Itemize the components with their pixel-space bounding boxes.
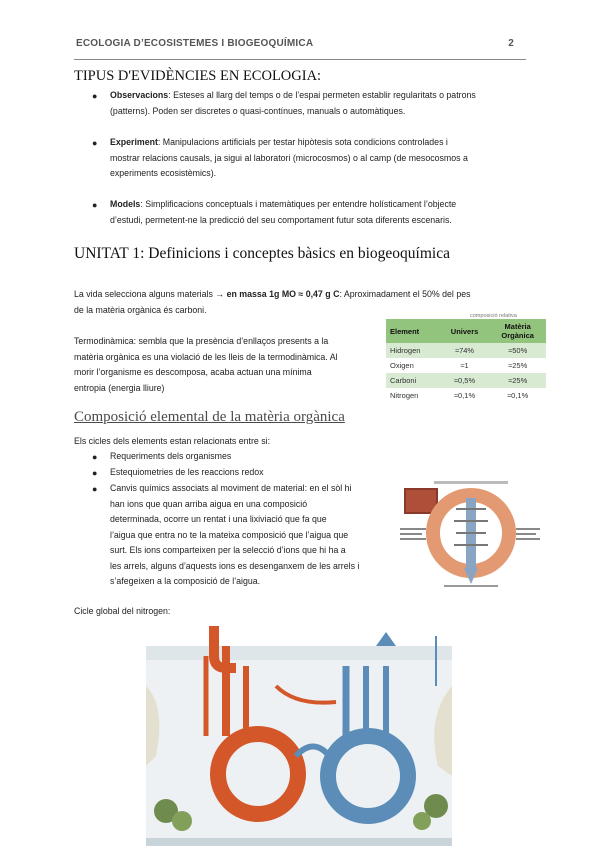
table-header-row	[386, 319, 546, 343]
cell-organica: ≈25%	[489, 358, 546, 373]
cell-univers: ≈1	[440, 358, 490, 373]
observacions-line-2: (patterns). Poden ser discretes o quasi-contínues, manuals o automàtiques.	[110, 105, 406, 116]
canvis-line-6: les arrels, alguns d’aquests ions es desenganxem de les arrels i	[110, 560, 360, 571]
table-row	[386, 388, 546, 403]
experiment-item	[110, 135, 528, 182]
experiment-line-2: mostrar relacions causals, ja sigui al laboratori (microcosmos) o al camp (de mesocosmos a	[110, 152, 468, 163]
table-row	[386, 373, 546, 388]
canvis-line-7: s’afegeixen a la composició de l’aigua.	[110, 576, 261, 586]
col-materia-line-1: Matèria	[504, 322, 531, 331]
col-materia-organica	[489, 319, 546, 343]
cell-univers: ≈0,5%	[440, 373, 490, 388]
canvis-line-2: han ions que quan arriba aigua en una composició	[110, 498, 308, 509]
unit-heading: UNITAT 1: Definicions i conceptes bàsics en biogeoquímica	[74, 245, 450, 262]
page-number: 2	[508, 38, 514, 49]
intro-line-2: de la matèria orgànica és carboni.	[74, 304, 207, 315]
cell-element: Nitrogen	[386, 388, 440, 403]
bullet-dot: ●	[92, 91, 98, 101]
canvis-line-3: determinada, ocorre un rentat i una lixiviació que fa que	[110, 514, 327, 524]
evidence-heading: TIPUS D'EVIDÈNCIES EN ECOLOGIA:	[74, 68, 322, 84]
col-materia-line-2: Orgànica	[501, 331, 534, 340]
cell-element: Oxigen	[386, 358, 440, 373]
observacions-line-1: : Esteses al llarg del temps o de l’espai permeten establir regularitats o patrons	[168, 90, 476, 100]
bullet-dot: ●	[92, 200, 98, 210]
term-experiment: Experiment	[110, 137, 158, 147]
composition-intro: Els cicles dels elements estan relacionats entre si:	[74, 436, 271, 446]
cell-organica: ≈50%	[489, 343, 546, 358]
col-univers: Univers	[440, 319, 490, 343]
bullet-dot: ●	[92, 484, 98, 494]
table-caption: composició relativa	[470, 313, 517, 319]
bullet-dot: ●	[92, 138, 98, 148]
cell-univers: ≈74%	[440, 343, 490, 358]
canvis-paragraph	[110, 481, 390, 590]
cell-univers: ≈0,1%	[440, 388, 490, 403]
table-row	[386, 343, 546, 358]
header-rule	[74, 59, 526, 60]
experiment-line-1: : Manipulacions artificials per testar hipòtesis sota condicions controlades i	[157, 137, 448, 147]
nitrogen-label: Cicle global del nitrogen:	[74, 606, 171, 616]
intro-part-a: La vida selecciona alguns materials →	[74, 289, 227, 299]
thermo-line-4: entropia (energia lliure)	[74, 382, 165, 393]
thermo-line-2: matèria orgànica es una violació de les lleis de la termodinàmica. Al	[74, 351, 338, 362]
cell-element: Carboni	[386, 373, 440, 388]
ion-cycle-figure	[396, 478, 546, 590]
cell-organica: ≈0,1%	[489, 388, 546, 403]
intro-bold: en massa 1g MO ≈ 0,47 g C	[226, 289, 340, 299]
bullet-estequiometries: Estequiometries de les reaccions redox	[110, 467, 264, 477]
thermo-paragraph	[74, 334, 374, 396]
cell-element: Hidrogen	[386, 343, 440, 358]
thermo-line-3: morir l’organisme es descomposa, acaba actuan una mínima	[74, 367, 312, 377]
bullet-dot: ●	[92, 452, 98, 462]
bullet-dot: ●	[92, 468, 98, 478]
running-header	[76, 38, 524, 49]
table-row	[386, 358, 546, 373]
header-title: ECOLOGIA D’ECOSISTEMES I BIOGEOQUÍMICA	[76, 38, 314, 49]
element-composition-table	[386, 319, 546, 403]
composition-heading: Composició elemental de la matèria orgànica	[74, 409, 345, 425]
models-line-1: : Simplificacions conceptuals i matemàtiques per entendre holísticament l’objecte	[140, 199, 457, 209]
bullet-requeriments: Requeriments dels organismes	[110, 451, 232, 461]
canvis-line-5: surt. Els ions comparteixen per la selecció d’ions que hi ha a	[110, 545, 346, 555]
models-item	[110, 197, 528, 228]
experiment-line-3: experiments ecosistèmics).	[110, 168, 217, 178]
term-models: Models	[110, 199, 141, 209]
thermo-line-1: Termodinàmica: sembla que la presència d’enllaços presents a la	[74, 336, 329, 346]
intro-part-c: : Aproximadament el 50% del pes	[339, 289, 471, 299]
models-line-2: d’estudi, permetent-ne la predicció del seu comportament futur sota diferents escenaris.	[110, 214, 452, 225]
nitrogen-cycle-figure	[146, 626, 452, 846]
canvis-line-1: Canvis químics associats al moviment de material: en el sòl hi	[110, 483, 352, 493]
observacions-item	[110, 88, 528, 119]
cell-organica: ≈25%	[489, 373, 546, 388]
col-element: Element	[386, 319, 440, 343]
unit-intro	[74, 287, 530, 318]
term-observacions: Observacions	[110, 90, 169, 100]
canvis-line-4: l’aigua que entra no te la mateixa composició que l’aigua que	[110, 529, 349, 540]
